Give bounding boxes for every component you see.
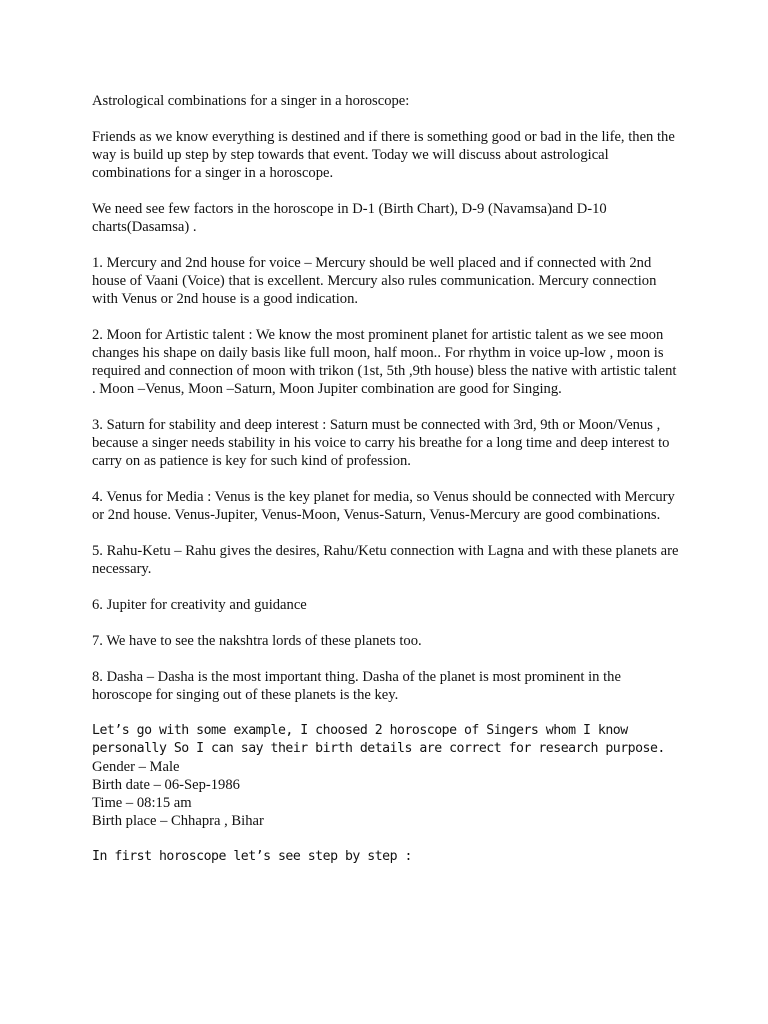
point-mercury: 1. Mercury and 2nd house for voice – Mercury should be well placed and if connected with 2nd house of Vaani (Voice) that is excellent. Mercury also rules communication. Mercury connection with Venus or 2nd house is a good indication. (92, 255, 657, 307)
point-jupiter: 6. Jupiter for creativity and guidance (92, 597, 307, 613)
detail-birth-date: Birth date – 06-Sep-1986 (92, 777, 240, 793)
example-intro: Let’s go with some example, I choosed 2 horoscope of Singers whom I know personally So I can say their birth details are correct for research purpose. (92, 723, 665, 756)
closing-line: In first horoscope let’s see step by step : (92, 849, 412, 864)
factors-paragraph: We need see few factors in the horoscope in D-1 (Birth Chart), D-9 (Navamsa)and D-10 charts(Dasamsa) . (92, 201, 607, 235)
point-nakshtra: 7. We have to see the nakshtra lords of these planets too. (92, 633, 422, 649)
intro-paragraph: Friends as we know everything is destined and if there is something good or bad in the life, then the way is build up step by step towards that event. Today we will discuss about astrological combinations for a singer in a horoscope. (92, 129, 675, 181)
point-venus: 4. Venus for Media : Venus is the key planet for media, so Venus should be connected with Mercury or 2nd house. Venus-Jupiter, Venus-Moon, Venus-Saturn, Venus-Mercury are good combinations. (92, 489, 675, 523)
point-rahu-ketu: 5. Rahu-Ketu – Rahu gives the desires, Rahu/Ketu connection with Lagna and with these planets are necessary. (92, 543, 679, 577)
detail-birth-place: Birth place – Chhapra , Bihar (92, 813, 264, 829)
birth-details (92, 722, 682, 830)
detail-time: Time – 08:15 am (92, 795, 192, 811)
detail-gender: Gender – Male (92, 759, 180, 775)
point-moon: 2. Moon for Artistic talent : We know the most prominent planet for artistic talent as we see moon changes his shape on daily basis like full moon, half moon.. For rhythm in voice up-low , moon is required and connection of moon with trikon (1st, 5th ,9th house) bless the native with artistic talent . Moon –Venus, Moon –Saturn, Moon Jupiter combination are good for Singing. (92, 327, 677, 397)
document-title: Astrological combinations for a singer in a horoscope: (92, 93, 410, 109)
point-dasha: 8. Dasha – Dasha is the most important thing. Dasha of the planet is most prominent in the horoscope for singing out of these planets is the key. (92, 669, 621, 703)
point-saturn: 3. Saturn for stability and deep interest : Saturn must be connected with 3rd, 9th or Moon/Venus , because a singer needs stability in his voice to carry his breathe for a long time and deep interest to carry on as patience is key for such kind of profession. (92, 417, 670, 469)
document-page (92, 92, 682, 884)
